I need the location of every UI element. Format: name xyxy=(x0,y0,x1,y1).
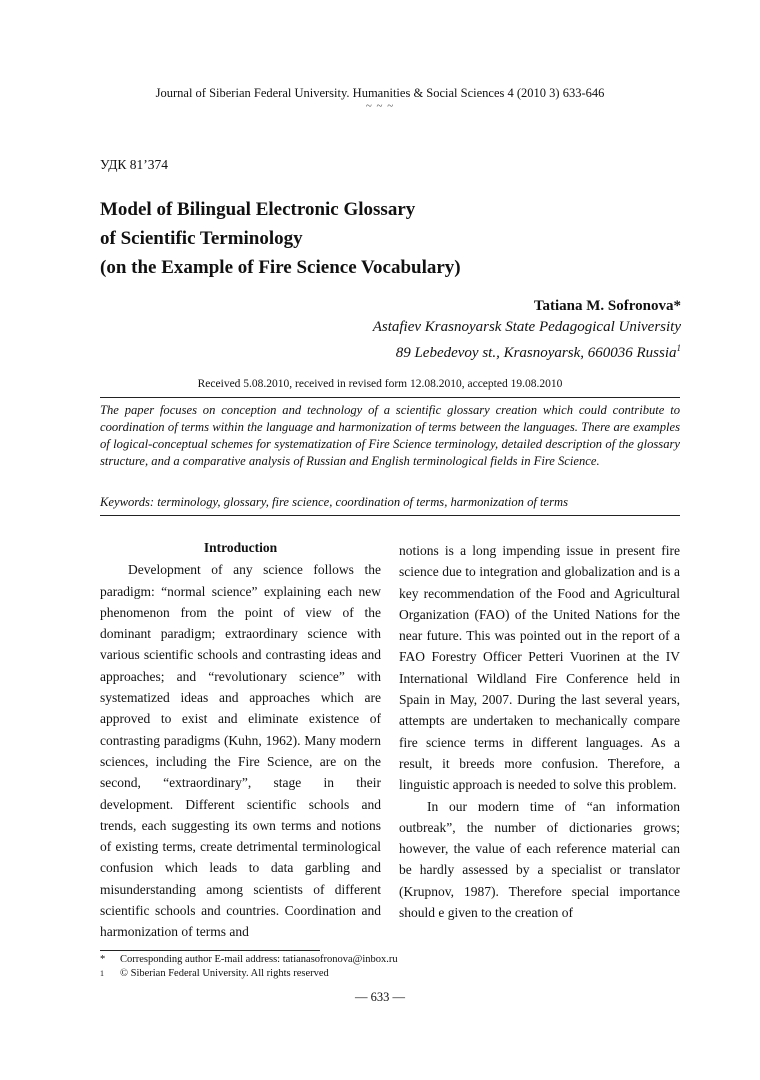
right-column xyxy=(399,540,680,923)
author-name: Tatiana M. Sofronova* xyxy=(533,298,681,314)
udk-code: УДК 81’374 xyxy=(100,157,169,172)
footnote-corresponding-author xyxy=(100,953,398,967)
body-paragraph: In our modern time of “an information outbreak”, the number of dictionaries grows; however, the value of each reference material can be hardly assessed by a specialist or translator (Krupnov, 1987). Therefore special importance should e given to the creation of xyxy=(399,798,680,921)
footnote-rule xyxy=(100,950,320,951)
author-block xyxy=(373,296,681,364)
footnote-mark: * xyxy=(100,954,106,965)
footnote-mark: 1 xyxy=(100,969,104,978)
abstract: The paper focuses on conception and technology of a scientific glossary creation which could contribute to coordination of terms within the language and harmonization of terms between the languages. There are examples of logical-conceptual schemes for systematization of Fire Science terminology, detailed description of the glossary structure, and a comparative analysis of Russian and English terminological fields in Fire Science. xyxy=(100,403,680,468)
paper-title xyxy=(100,195,461,282)
author-affiliation: Astafiev Krasnoyarsk State Pedagogical University xyxy=(372,319,681,335)
left-column xyxy=(100,537,381,943)
received-dates: Received 5.08.2010, received in revised form 12.08.2010, accepted 19.08.2010 xyxy=(197,378,563,390)
journal-header: Journal of Siberian Federal University. Humanities & Social Sciences 4 (2010 3) 633-646 xyxy=(155,86,605,100)
footnote-text: © Siberian Federal University. All rights reserved xyxy=(120,968,329,979)
title-line-1: Model of Bilingual Electronic Glossary xyxy=(100,199,416,220)
body-paragraph: Development of any science follows the paradigm: “normal science” explaining each new phenomenon from the point of view of the dominant paradigm; extraordinary science with various scientific schools and contrasting ideas and approaches; and “revolutionary science” with systematized ideas and approaches which are approved to exist and eliminate existence of contrasting paradigms (Kuhn, 1962). Many modern sciences, including the Fire Science, are on the second, “extraordinary”, stage in their development. Different scientific schools and trends, each suggesting its own terms and notions of existing terms, create detrimental terminological confusion which leads to data garbling and misunderstanding among scientists of different scientific schools and countries. Coordination and harmonization of terms and xyxy=(100,562,381,940)
title-line-3: (on the Example of Fire Science Vocabulary) xyxy=(100,257,461,278)
body-paragraph: notions is a long impending issue in present fire science due to integration and globalization and is a key recommendation of the Food and Agricultural Organization (FAO) of the United Nations for the near future. This was pointed out in the report of a FAO Forestry Officer Petteri Vuorinen at the IV International Wildland Fire Conference held in Spain in May, 2007. During the last several years, attempts are undertaken to mechanically compare fire science terms in different languages. As a result, it breeds more confusion. Therefore, a linguistic approach is needed to solve this problem. xyxy=(399,543,680,793)
address-footnote-mark: 1 xyxy=(676,343,681,353)
footnote-copyright xyxy=(100,967,329,981)
page-number: — 633 — xyxy=(355,990,405,1004)
header-ornament: ~ ~ ~ xyxy=(365,100,395,112)
author-address: 89 Lebedevoy st., Krasnoyarsk, 660036 Russia xyxy=(395,345,677,361)
footnote-text: Corresponding author E-mail address: tatianasofronova@inbox.ru xyxy=(120,954,398,965)
abstract-top-rule xyxy=(100,397,680,398)
abstract-bottom-rule xyxy=(100,515,680,516)
section-heading-introduction: Introduction xyxy=(203,540,278,555)
keywords: Keywords: terminology, glossary, fire science, coordination of terms, harmonization of terms xyxy=(100,495,569,509)
author-address-line xyxy=(373,338,681,364)
title-line-2: of Scientific Terminology xyxy=(100,228,303,249)
